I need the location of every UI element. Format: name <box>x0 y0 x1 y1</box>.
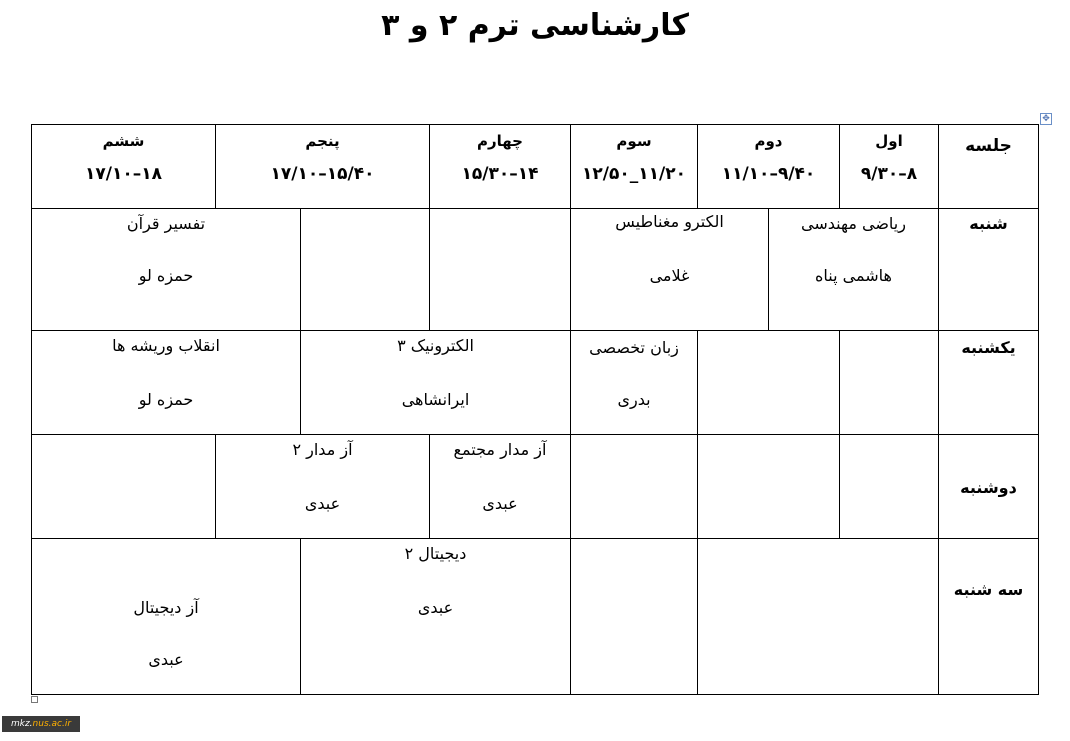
period-2-name: دوم <box>754 132 783 150</box>
period-6-time: ۱۸–۱۷/۱۰ <box>85 164 162 184</box>
tue-dig-teacher: عبدی <box>417 598 454 617</box>
watermark-prefix: mkz. <box>10 719 33 729</box>
day-monday: دوشنبه <box>960 478 1017 497</box>
sun-elec-subject: الکترونیک ۳ <box>397 336 474 355</box>
mon-icl-subject: آز مدار مجتمع <box>453 440 547 459</box>
period-6-name: ششم <box>102 132 145 150</box>
sun-lang-subject: زبان تخصصی <box>589 338 679 357</box>
sat-quran-teacher: حمزه لو <box>138 266 194 285</box>
period-4-name: چهارم <box>477 132 523 150</box>
table-move-handle-icon[interactable]: ✥ <box>1040 113 1052 125</box>
page-title: کارشناسی ترم ۲ و ۳ <box>381 8 689 43</box>
watermark-site: nus.ac.ir <box>32 719 72 729</box>
day-tuesday: سه شنبه <box>953 580 1024 599</box>
period-5-name: پنجم <box>305 132 340 150</box>
mon-icl-teacher: عبدی <box>482 494 518 513</box>
period-4-time: ۱۴–۱۵/۳۰ <box>461 164 539 184</box>
tue-diglab-teacher: عبدی <box>148 650 184 669</box>
sat-math-subject: ریاضی مهندسی <box>801 214 906 233</box>
day-saturday: شنبه <box>969 214 1008 233</box>
end-of-table-marker-icon <box>31 696 38 703</box>
sat-quran-subject: تفسیر قرآن <box>126 214 206 233</box>
period-3-time: ۱۱/۲۰_۱۲/۵۰ <box>582 164 686 184</box>
sun-rev-subject: انقلاب وریشه ها <box>112 336 220 355</box>
period-1-name: اول <box>875 132 903 150</box>
tue-dig-subject: دیجیتال ۲ <box>404 544 467 563</box>
sun-elec-teacher: ایرانشاهی <box>401 390 470 409</box>
sat-em-teacher: غلامی <box>649 266 690 285</box>
period-3-name: سوم <box>616 132 652 150</box>
mon-circ-subject: آز مدار ۲ <box>292 440 353 459</box>
period-2-time: ۹/۴۰–۱۱/۱۰ <box>721 164 816 184</box>
sun-rev-teacher: حمزه لو <box>138 390 194 409</box>
header-session: جلسه <box>965 136 1012 156</box>
sat-em-subject: الکترو مغناطیس <box>615 212 724 231</box>
site-watermark <box>2 716 80 732</box>
mon-circ-teacher: عبدی <box>304 494 341 513</box>
day-sunday: یکشنبه <box>961 338 1016 357</box>
sat-math-teacher: هاشمی پناه <box>815 266 892 285</box>
period-1-time: ۸–۹/۳۰ <box>860 164 918 184</box>
tue-diglab-subject: آز دیجیتال <box>133 598 199 617</box>
period-5-time: ۱۵/۴۰–۱۷/۱۰ <box>270 164 375 184</box>
sun-lang-teacher: بدری <box>617 390 651 409</box>
